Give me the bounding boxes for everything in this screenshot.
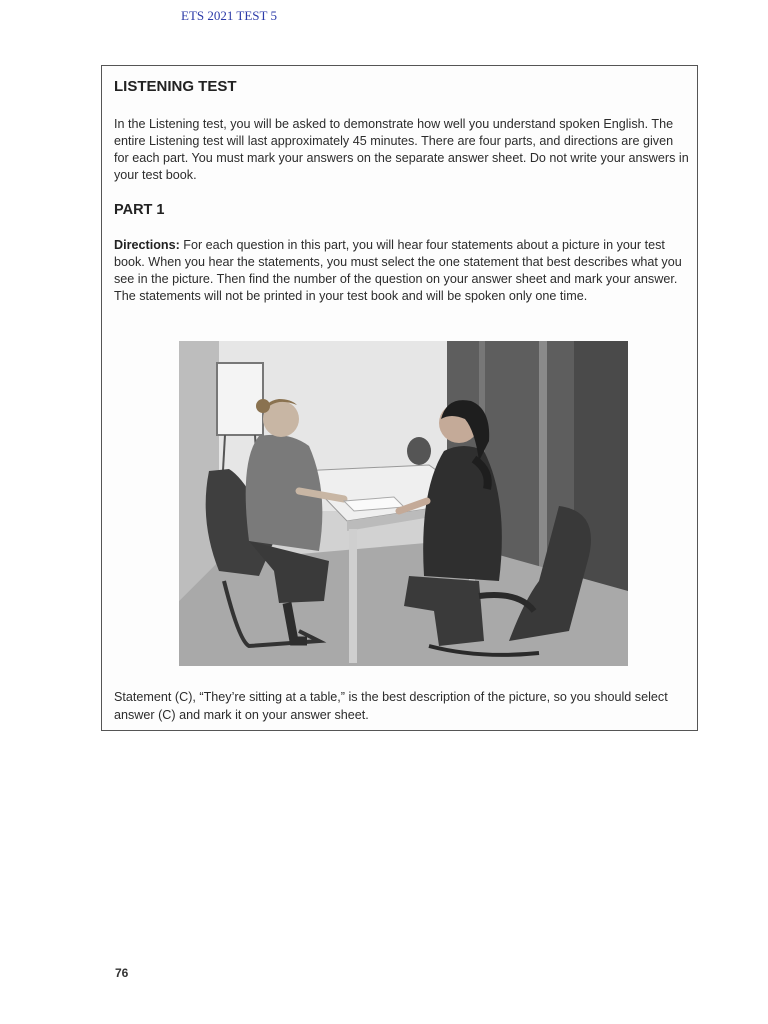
page-number: 76 [115, 966, 129, 980]
listening-test-title: LISTENING TEST [114, 78, 237, 95]
directions-label: Directions: [114, 238, 180, 252]
part-1-directions [114, 237, 689, 305]
photo-two-women-at-table [179, 341, 628, 666]
part-1-title: PART 1 [114, 202, 165, 218]
listening-test-box [101, 65, 698, 731]
directions-text: For each question in this part, you will hear four statements about a picture in your test book. When you hear the statements, you must select the one statement that best describes what you see in the picture. Then find the number of the question on your answer sheet and mark your answer. The statements will not be printed in your test book and will be spoken only one time. [114, 238, 682, 303]
example-statement: Statement (C), “They’re sitting at a table,” is the best description of the picture, so you should select answer (C) and mark it on your answer sheet. [114, 690, 668, 722]
listening-intro-paragraph: In the Listening test, you will be asked to demonstrate how well you understand spoken English. The entire Listening test will last approximately 45 minutes. There are four parts, and directions are given for each part. You must mark your answers on the separate answer sheet. Do not write your answers in your test book. [114, 117, 689, 182]
page-header: ETS 2021 TEST 5 [181, 8, 277, 23]
example-photo [179, 341, 628, 666]
